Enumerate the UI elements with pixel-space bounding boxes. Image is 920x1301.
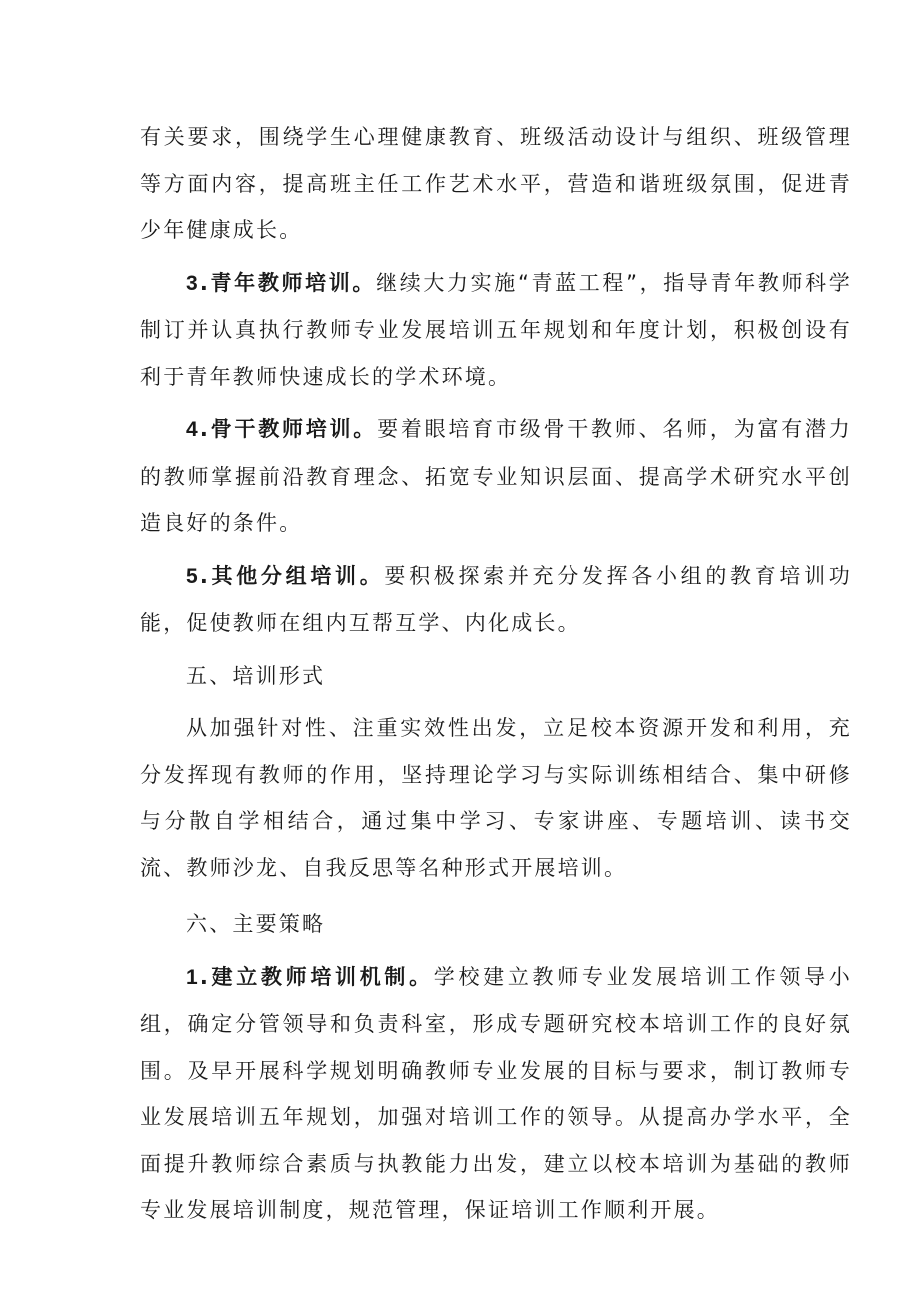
item-3-paragraph bbox=[140, 260, 852, 401]
item-3-number: 3 bbox=[186, 271, 200, 295]
section-5-paragraph: 从加强针对性、注重实效性出发，立足校本资源开发和利用，充分发挥现有教师的作用，坚持理论学习与实际训练相结合、集中研修与分散自学相结合，通过集中学习、专家讲座、专题培训、读书交流、教师沙龙、自我反思等名种形式开展培训。 bbox=[140, 716, 852, 880]
section-6-heading: 六、主要策略 bbox=[186, 912, 326, 936]
item-5-paragraph bbox=[140, 553, 852, 647]
item-4-number: 4 bbox=[186, 418, 200, 441]
item-3-title: .青年教师培训。 bbox=[199, 270, 377, 295]
document-page bbox=[140, 114, 852, 1234]
item-4-title: .骨干教师培训。 bbox=[199, 417, 378, 441]
item-5-title: .其他分组培训。 bbox=[199, 563, 385, 588]
item-4-paragraph bbox=[140, 406, 852, 547]
item-5-number: 5 bbox=[186, 564, 200, 588]
item-5-text: 要积极探索并充分发挥各小组的教育培训功能，促使教师在组内互帮互学、内化成长。 bbox=[140, 563, 852, 635]
section-6-item-1-paragraph bbox=[140, 954, 852, 1234]
item-4-text: 要着眼培育市级骨干教师、名师，为富有潜力的教师掌握前沿教育理念、拓宽专业知识层面、提高学术研究水平创造良好的条件。 bbox=[140, 417, 853, 535]
section-5-heading: 五、培训形式 bbox=[186, 663, 326, 688]
item-3-text: 继续大力实施“青蓝工程”，指导青年教师科学制订并认真执行教师专业发展培训五年规划和年度计划，积极创设有利于青年教师快速成长的学术环境。 bbox=[140, 270, 852, 389]
section-6-item-1-text: 学校建立教师专业发展培训工作领导小组，确定分管领导和负责科室，形成专题研究校本培训工作的良好氛围。及早开展科学规划明确教师专业发展的目标与要求，制订教师专业发展培训五年规划，加强对培训工作的领导。从提高办学水平，全面提升教师综合素质与执教能力出发，建立以校本培训为基础的教师专业发展培训制度，规范管理，保证培训工作顺利开展。 bbox=[140, 964, 852, 1222]
continuation-paragraph: 有关要求，围绕学生心理健康教育、班级活动设计与组织、班级管理等方面内容，提高班主任工作艺术水平，营造和谐班级氛围，促进青少年健康成长。 bbox=[140, 125, 852, 242]
section-6-item-1-title: .建立教师培训机制。 bbox=[199, 964, 434, 989]
section-6-item-1-number: 1 bbox=[186, 965, 200, 989]
